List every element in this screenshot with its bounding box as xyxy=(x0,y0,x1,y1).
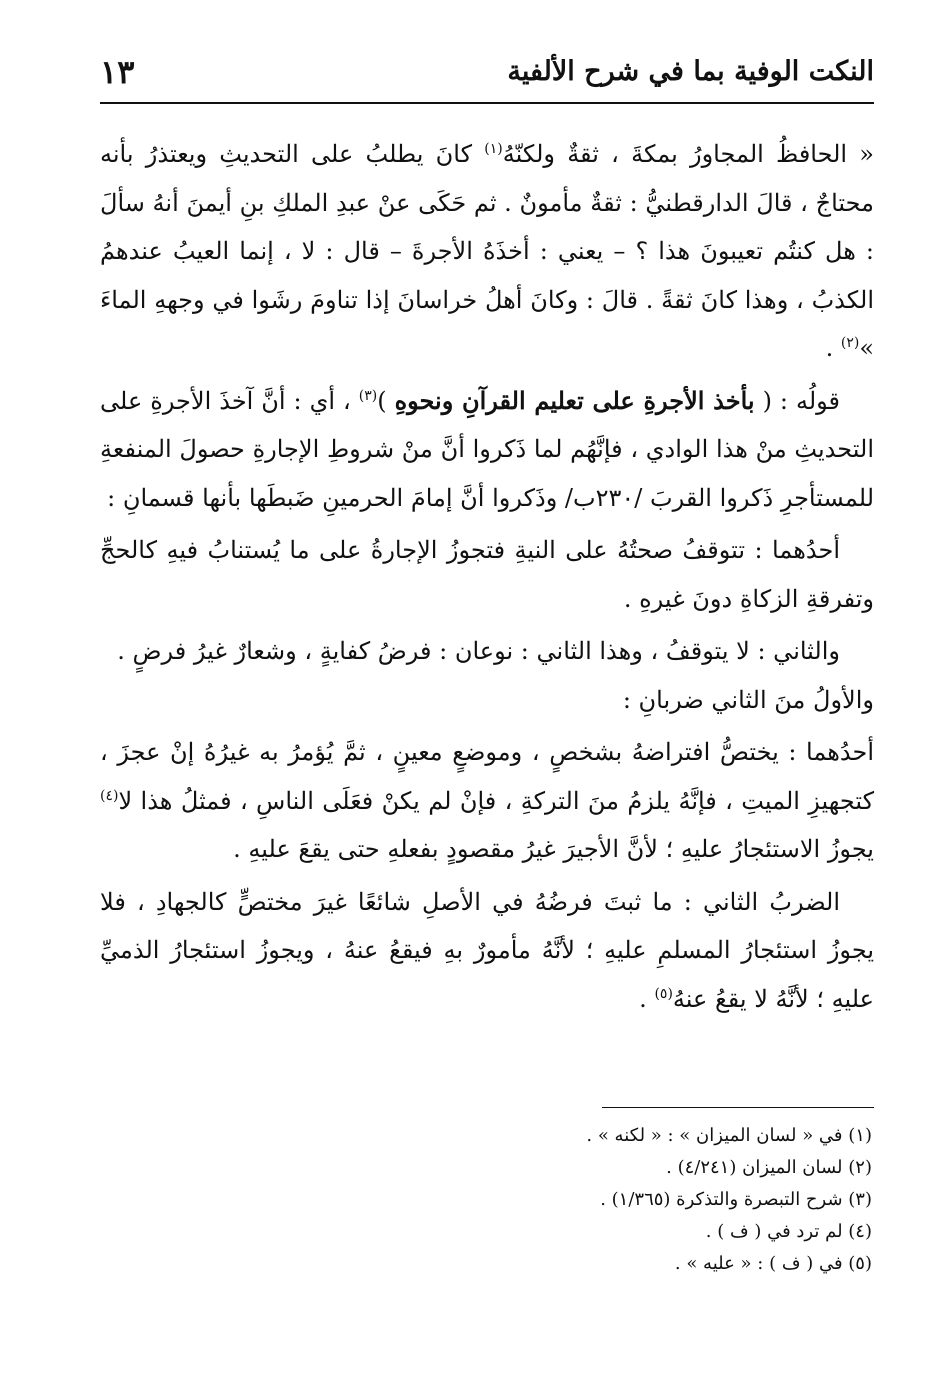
main-text xyxy=(100,130,874,1027)
footnotes xyxy=(100,1120,872,1280)
paragraph-text: « الحافظُ المجاورُ بمكةَ ، ثقةٌ ولكنّهُ xyxy=(502,140,874,168)
page-header xyxy=(100,52,874,96)
paragraph-1 xyxy=(100,130,874,373)
quoted-lemma: بأخذ الأجرةِ على تعليم القرآنِ ونحوهِ xyxy=(394,385,755,415)
footnote-2: (٢) لسان الميزان (٤/٢٤١) . xyxy=(666,1157,872,1178)
paragraph-text: كانَ يطلبُ على التحديثِ ويعتذرُ بأنه محتاجٌ ، قالَ الدارقطنيُّ : ثقةٌ مأمونٌ . ثم حَكَى عنْ عبدِ الملكِ بنِ أيمنَ أنهُ سألَ : هل كنتُم تعيبونَ هذا ؟ – يعني : أخذَهُ الأجرةَ – قال : لا ، إنما العيبُ عندهمُ الكذبُ ، وهذا كانَ ثقةً . قالَ : وكانَ أهلُ خراسانَ إذا تناومَ رشَوا في وجههِ الماءَ » xyxy=(100,140,874,362)
footnote-rule xyxy=(602,1107,874,1108)
header-rule xyxy=(100,102,874,104)
paragraph-5: والأولُ منَ الثاني ضربانِ : xyxy=(622,685,874,714)
footnote-5: (٥) في ( ف ) : « عليه » . xyxy=(674,1253,872,1274)
footnote-ref: (٢) xyxy=(840,335,860,351)
page-number: ١٣ xyxy=(100,53,135,91)
footnote-ref: (٣) xyxy=(358,387,378,404)
footnote-4: (٤) لم ترد في ( ف ) . xyxy=(705,1221,872,1242)
footnote-3: (٣) شرح التبصرة والتذكرة (١/٣٦٥) . xyxy=(600,1189,872,1210)
paragraph-7 xyxy=(100,878,874,1024)
footnote-ref: (٤) xyxy=(100,787,119,804)
paragraph-text: . xyxy=(825,334,841,362)
paragraph-text: قولُه : ( xyxy=(754,386,841,415)
paragraph-4: والثاني : لا يتوقفُ ، وهذا الثاني : نوعان : فرضُ كفايةٍ ، وشعارٌ غيرُ فرضٍ . xyxy=(117,637,840,665)
paragraph-text: يجوزُ الاستئجارُ عليهِ ؛ لأنَّ الأجيرَ غيرُ مقصودٍ بفعلهِ حتى يقعَ عليهِ . xyxy=(233,835,874,863)
paragraph-6 xyxy=(100,728,874,874)
paragraph-2 xyxy=(100,377,874,523)
footnote-ref: (١) xyxy=(484,141,503,157)
paragraph-text: أحدُهما : يختصُّ افتراضهُ بشخصٍ ، وموضعٍ معينٍ ، ثمَّ يُؤمرُ به غيرُهُ إنْ عجزَ ، كتجهيزِ الميتِ ، فإنَّهُ يلزمُ منَ التركةِ ، فإنْ لم يكنْ فعَلَى الناسِ ، فمثلُ هذا لا xyxy=(100,738,874,815)
paragraph-text: ) xyxy=(377,386,395,415)
paragraph-text: الضربُ الثاني : ما ثبتَ فرضُهُ في الأصلِ شائعًا غيرَ مختصٍّ كالجهادِ ، فلا يجوزُ استئجارُ المسلمِ عليهِ ؛ لأنَّهُ مأمورٌ بهِ فيقعُ عنهُ ، ويجوزُ استئجارُ الذميِّ عليهِ ؛ لأنَّهُ لا يقعُ عنهُ xyxy=(100,887,874,1013)
paragraph-text: ، أي : أنَّ آخذَ الأجرةِ على التحديثِ منْ هذا الوادي ، فإنَّهُم لما ذَكروا أنَّ منْ شروطِ الإجارةِ حصولَ المنفعةِ للمستأجرِ ذَكروا القربَ /٢٣٠ب/ وذَكروا أنَّ إمامَ الحرمينِ ضَبطَها بأنها قسمانِ : xyxy=(100,386,874,512)
paragraph-text: . xyxy=(639,984,655,1013)
footnote-ref: (٥) xyxy=(654,985,673,1002)
running-title: النكت الوفية بما في شرح الألفية xyxy=(507,56,874,87)
paragraph-3: أحدُهما : تتوقفُ صحتُهُ على النيةِ فتجوزُ الإجارةُ على ما يُستنابُ فيهِ كالحجِّ وتفرقةِ الزكاةِ دونَ غيرهِ . xyxy=(100,536,874,613)
footnote-1: (١) في « لسان الميزان » : « لكنه » . xyxy=(586,1125,872,1146)
